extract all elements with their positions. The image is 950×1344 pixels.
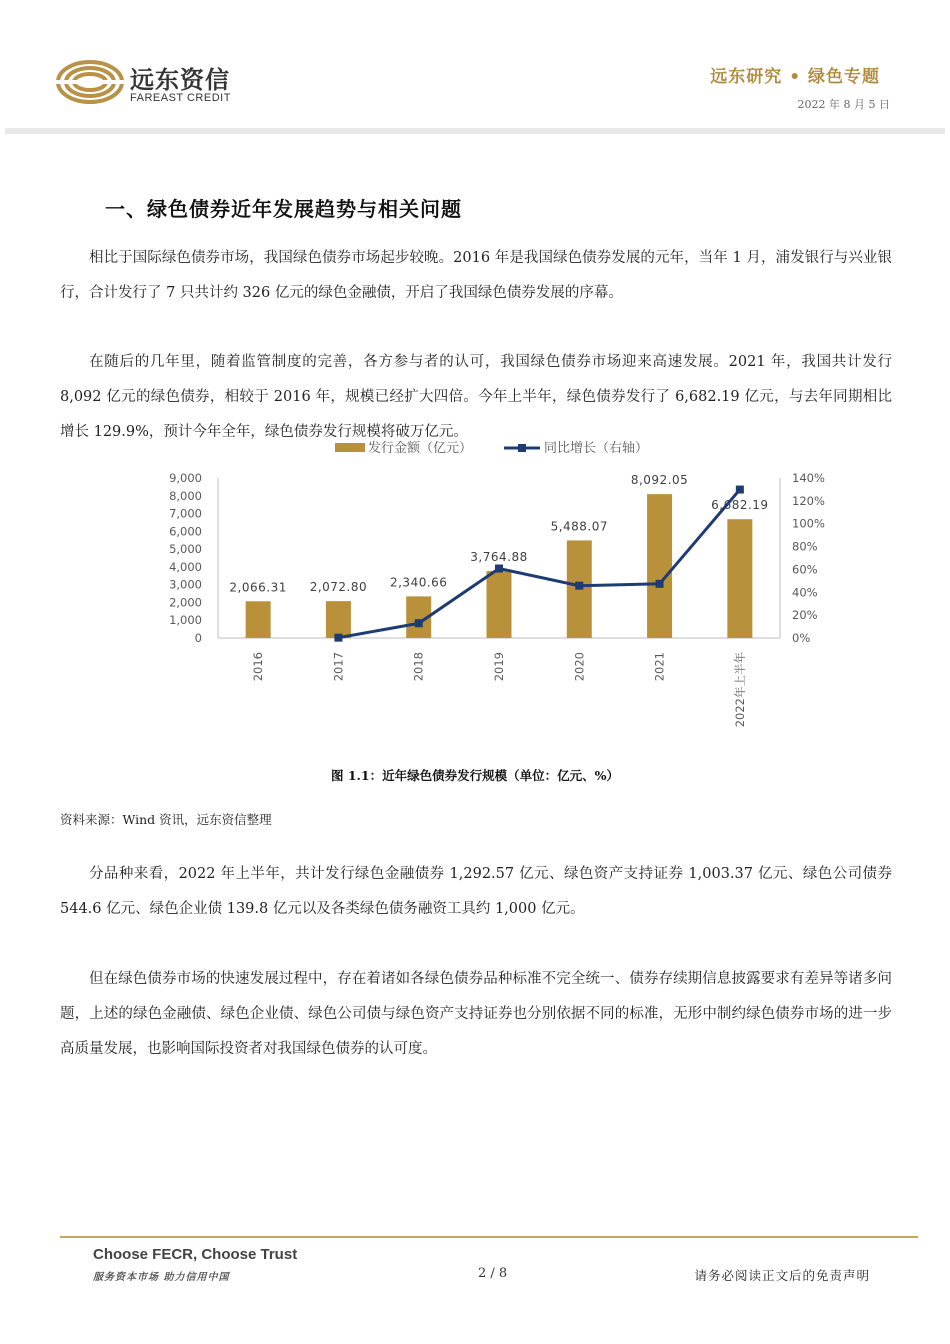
green-bond-issuance-chart [0,430,950,770]
right-tick-label: 40% [792,585,818,600]
category-label: 2016 [251,652,266,682]
legend-bar-label: 发行金额（亿元） [368,441,473,456]
page-number: 2 / 8 [478,1266,508,1281]
right-tick-label: 100% [792,516,825,531]
footer-divider [60,1236,918,1238]
right-tick-label: 20% [792,608,818,623]
legend-bar-swatch [335,443,365,452]
legend-line-label: 同比增长（右轴） [544,441,649,456]
growth-line [338,490,740,638]
growth-marker [575,582,583,590]
company-name-en: FAREAST CREDIT [130,92,231,104]
bar-data-label: 5,488.07 [550,519,609,534]
bar-2016 [246,601,271,638]
slogan-cn: 服务资本市场 助力信用中国 [93,1272,230,1283]
paragraph-4: 但在绿色债券市场的快速发展过程中，存在着诸如各绿色债券品种标准不完全统一、债券存续期信息披露要求有差异等诸多问题，上述的绿色金融债、绿色企业债、绿色公司债与绿色资产支持证券也分别依据不同的标准，无形中制约绿色债券市场的进一步高质量发展，也影响国际投资者对我国绿色债券的认可度。 [60,971,892,1057]
right-tick-label: 140% [792,471,825,485]
growth-marker [656,580,664,588]
page-header [0,0,950,135]
right-tick-label: 60% [792,562,818,577]
category-label: 2022年上半年 [732,652,747,728]
left-tick-label: 5,000 [169,542,202,557]
left-tick-label: 1,000 [169,613,202,628]
paragraph-1: 相比于国际绿色债券市场，我国绿色债券市场起步较晚。2016 年是我国绿色债券发展的元年，当年 1 月，浦发银行与兴业银行，合计发行了 7 只共计约 326 亿元的绿色金融债，开启了我国绿色债券发展的序幕。 [60,250,892,301]
left-tick-label: 2,000 [169,595,202,610]
bar-2022年上半年 [727,519,752,638]
paragraph-3: 分品种来看，2022 年上半年，共计发行绿色金融债券 1,292.57 亿元、绿色资产支持证券 1,003.37 亿元、绿色公司债券 544.6 亿元、绿色企业债 139.8 亿元以及各类绿色债务融资工具约 1,000 亿元。 [60,866,892,917]
report-date: 2022 年 8 月 5 日 [797,98,890,111]
figure-caption: 图 1.1：近年绿色债券发行规模（单位：亿元、%） [331,768,619,783]
growth-marker [736,486,744,494]
figure-source: 资料来源：Wind 资讯，远东资信整理 [60,812,272,827]
disclaimer-link[interactable]: 请务必阅读正文后的免责声明 [694,1268,870,1283]
bar-2017 [326,601,351,638]
section-title: 一、绿色债券近年发展趋势与相关问题 [105,197,462,221]
slogan-en: Choose FECR, Choose Trust [93,1246,298,1263]
left-tick-label: 9,000 [169,471,202,485]
growth-marker [415,619,423,627]
bar-data-label: 8,092.05 [630,473,689,488]
bar-data-label: 2,340.66 [389,575,448,590]
legend-line-marker [518,444,526,452]
left-tick-label: 6,000 [169,524,202,539]
header-divider [5,128,945,134]
fareast-logo-icon [55,58,125,106]
bar-data-label: 6,682.19 [711,498,769,513]
left-tick-label: 3,000 [169,577,202,592]
left-tick-label: 4,000 [169,559,202,574]
category-label: 2020 [572,652,587,682]
category-label: 2017 [331,652,346,682]
bar-2021 [647,494,672,638]
left-tick-label: 7,000 [169,506,202,521]
category-label: 2021 [652,652,667,682]
growth-marker [334,634,342,642]
bar-data-label: 3,764.88 [470,550,528,565]
report-series: 远东研究 • 绿色专题 [710,67,880,87]
right-tick-label: 0% [792,631,811,645]
category-label: 2018 [411,652,426,682]
company-name-cn: 远东资信 [130,66,230,94]
left-tick-label: 0 [194,631,202,645]
paragraph-2: 在随后的几年里，随着监管制度的完善，各方参与者的认可，我国绿色债券市场迎来高速发展。2021 年，我国共计发行 8,092 亿元的绿色债券，相较于 2016 年，规模已经扩大四倍。今年上半年，绿色债券发行了 6,682.19 亿元，与去年同期相比增长 129.9%，预计今年全年，绿色债券发行规模将破万亿元。 [60,354,892,440]
bar-2019 [487,571,512,638]
bar-data-label: 2,072.80 [309,580,368,595]
right-tick-label: 80% [792,539,818,554]
right-tick-label: 120% [792,493,825,508]
left-tick-label: 8,000 [169,488,202,503]
bar-data-label: 2,066.31 [229,580,287,595]
growth-marker [495,565,503,573]
category-label: 2019 [492,652,506,682]
